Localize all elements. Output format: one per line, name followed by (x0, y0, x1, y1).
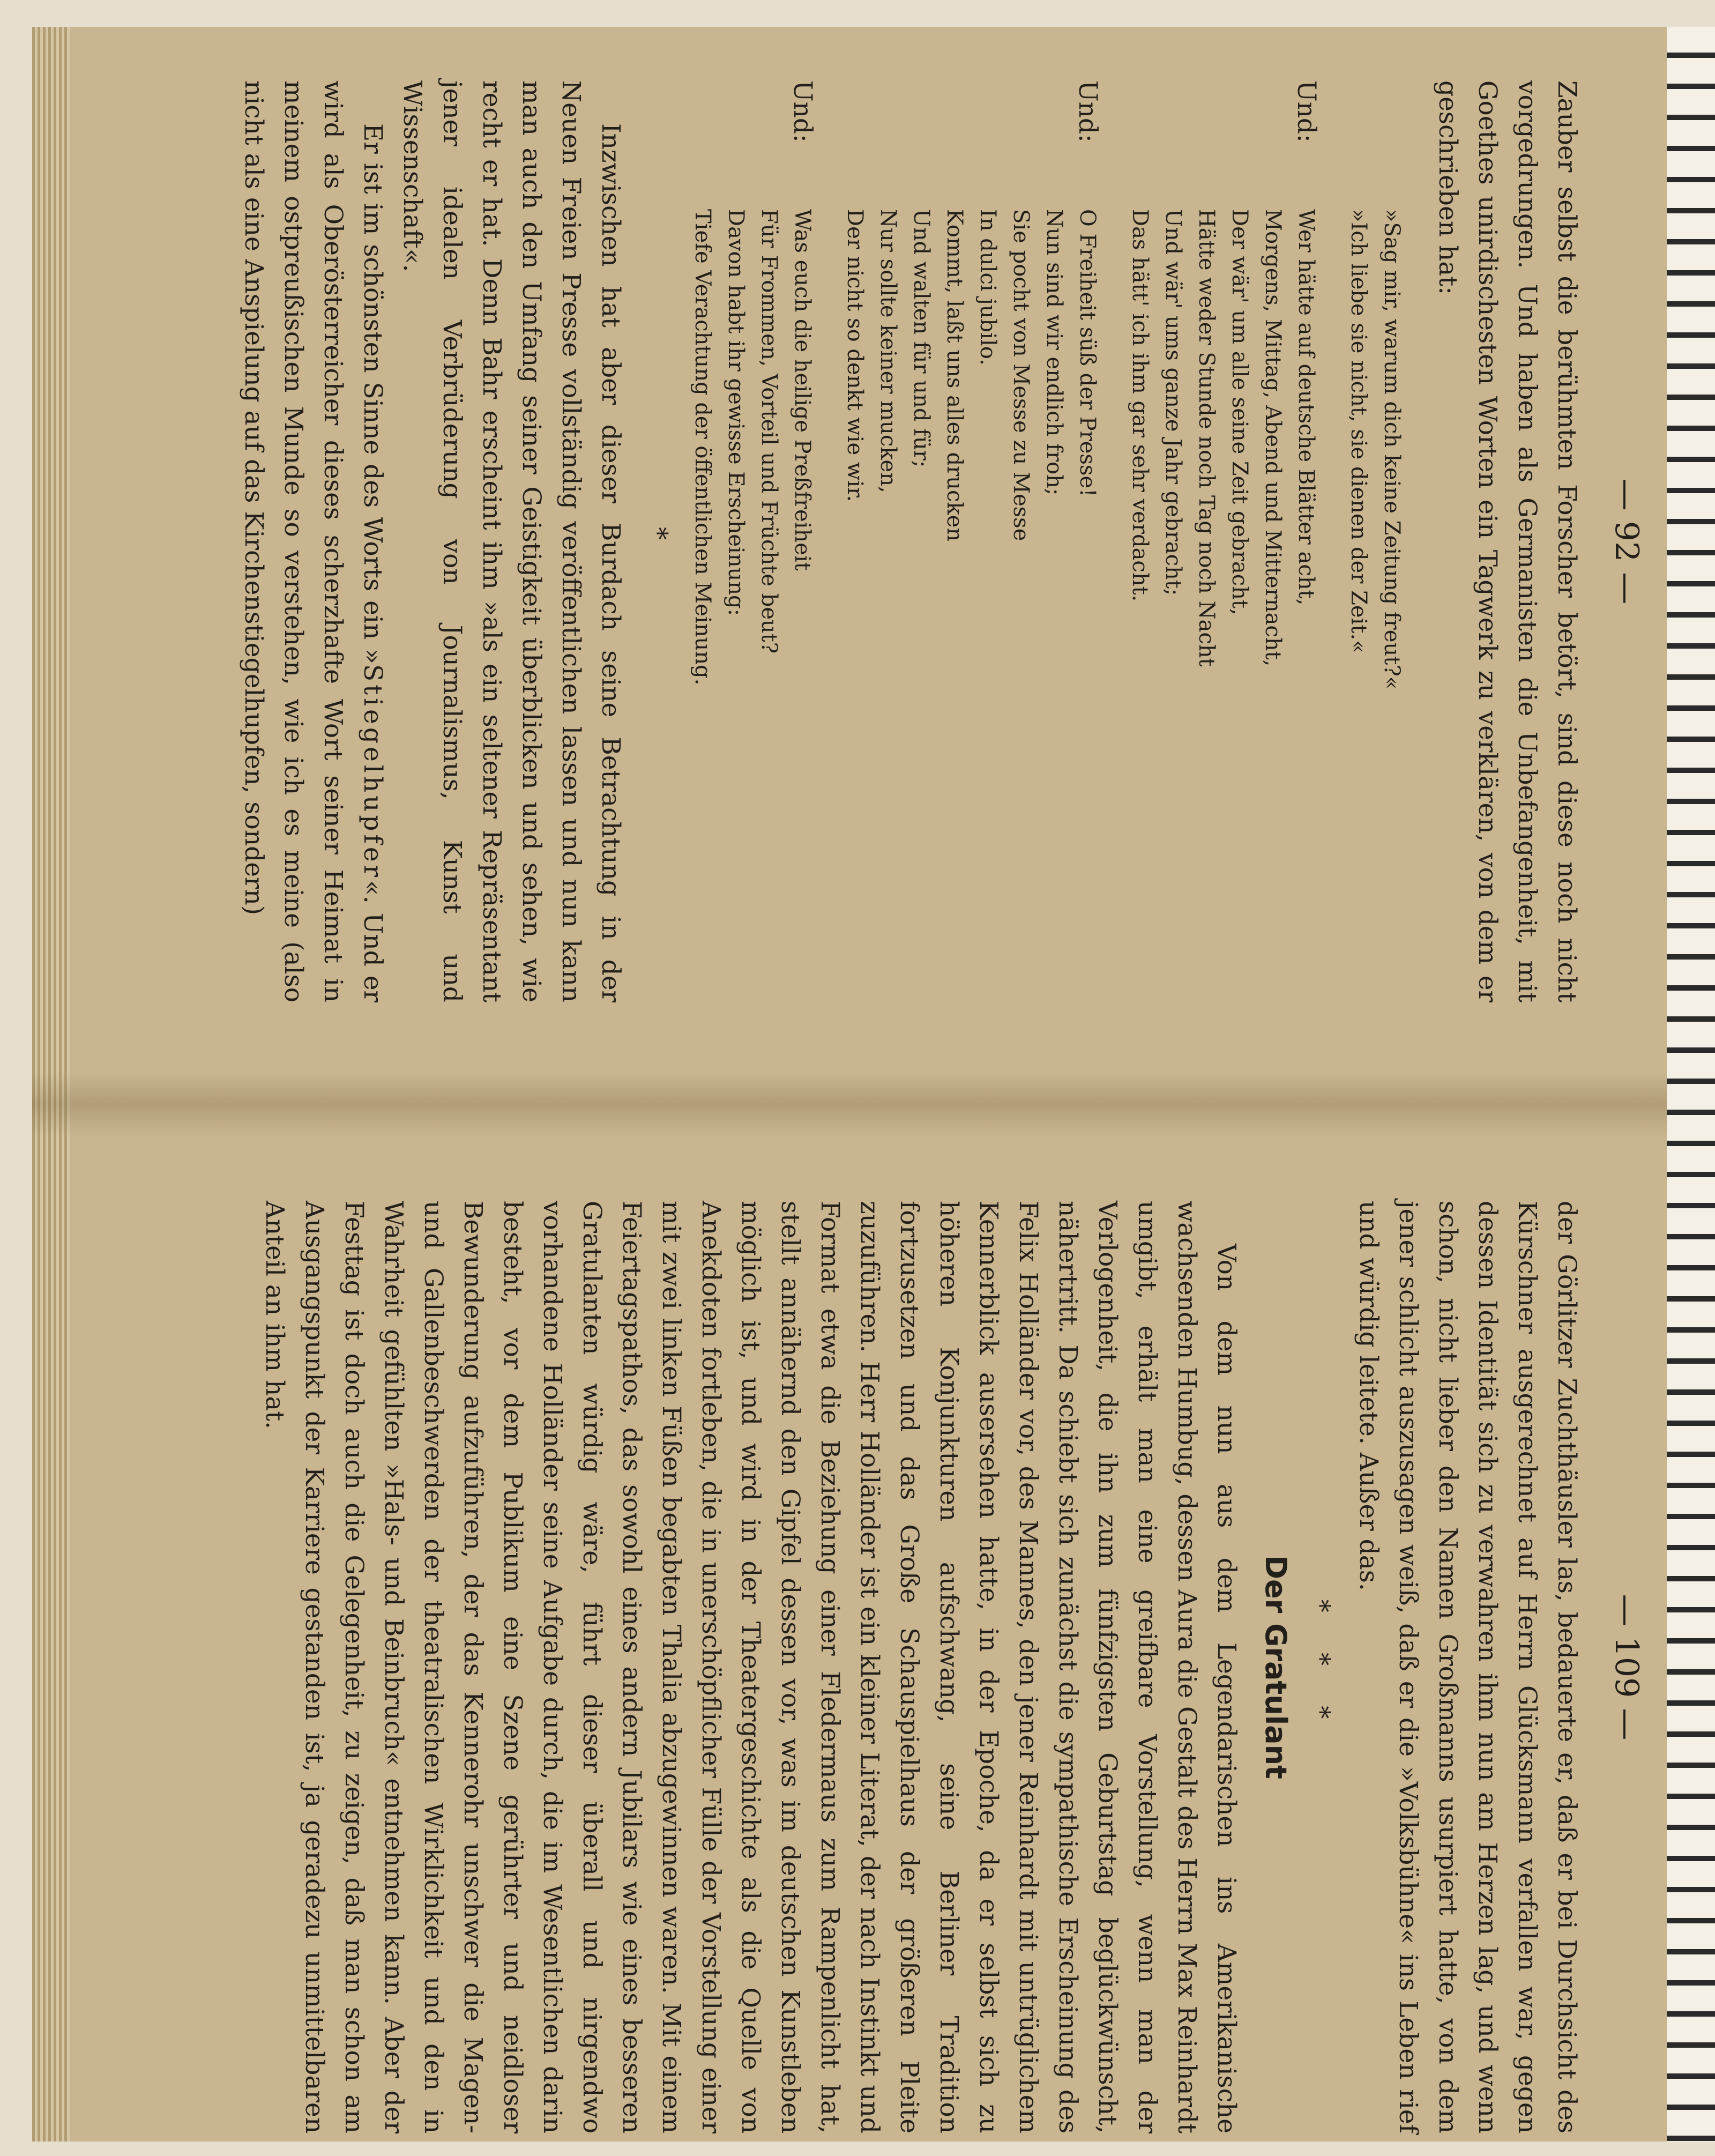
verse-line: Wer hätte auf deutsche Blätter acht, (1294, 209, 1318, 606)
verse-label: Und: (1073, 80, 1102, 143)
verse-line: Was euch die heilige Preßfreiheit (790, 209, 815, 571)
verse-line: »Ich liebe sie nicht, sie dienen der Zeit.« (1346, 209, 1371, 653)
verse-line: Nur sollte keiner mucken, (876, 209, 900, 493)
scale-ruler (1667, 27, 1715, 2142)
verse-line: Das hätt' ich ihm gar sehr verdacht. (1128, 209, 1152, 602)
verse-block-3 (686, 80, 819, 1002)
verse-line: Der nicht so denkt wie wir. (842, 209, 867, 502)
closing-text-start: Er ist im schönsten Sinne des Worts ein » (358, 123, 387, 664)
page-92 (239, 80, 1645, 1002)
verse-line: Für Frommen, Vorteil und Früchte beut? (757, 209, 781, 654)
verse-line: O Freiheit süß der Presse! (1075, 209, 1100, 497)
page-number: — 92 — (1608, 478, 1645, 605)
closing-paragraph (234, 80, 392, 1002)
verse-line: Hätte weder Stunde noch Tag noch Nacht (1194, 209, 1219, 667)
verse-line: Der wär' um alle seine Zeit gebracht, (1227, 209, 1252, 615)
verse-lines (838, 182, 1104, 1002)
verse-line: Und walten für und für; (909, 209, 934, 468)
emphasized-word: Stiegelhupfer (358, 664, 387, 881)
verse-label: Und: (788, 80, 817, 143)
continuation-paragraph: der Görlitzer Zuchthäusler las, bedauerte er, daß er bei Durchsicht des Kürschner ausgerechnet auf Herrn Glücksmann verfallen war, gegen dessen Identität sich zu verwahren ihm nun am Herzen lag, und wenn schon, nicht lieber den Namen Großmanns usurpiert hatte, von dem jener schlicht auszusagen weiß, daß er die »Volksbühne« ins Leben rief und würdig leitete. Außer das. (1354, 1201, 1582, 2133)
section-separator: * * * (1306, 1599, 1336, 1735)
verse-line: Davon habt ihr gewisse Erscheinung: (724, 209, 748, 616)
verse-line: »Sag mir, warum dich keine Zeitung freut?« (1380, 209, 1404, 690)
verse-line: Tiefe Verachtung der öffentlichen Meinung. (690, 209, 715, 686)
verse-line: In dulci jubilo. (975, 209, 1000, 366)
verse-block-2 (838, 80, 1104, 1002)
intro-paragraph: Zauber selbst die berühmten Forscher betört, sind diese noch nicht vorgedrungen. Und haben als Germanisten die Unbefangenheit, mit Goethes unirdischesten Worten ein Tagwerk zu verklären, von dem er geschrieben hat: (1433, 80, 1582, 1002)
verse-block-1 (1123, 80, 1323, 1002)
verse-lines (686, 182, 819, 1002)
verse-label: Und: (1292, 80, 1321, 143)
verse-line: Und wär' ums ganze Jahr gebracht; (1161, 209, 1185, 596)
section-heading: Der Gratulant (1259, 1555, 1293, 1779)
verse-line: Sie pocht von Messe zu Messe (1009, 209, 1033, 541)
verse-line: Kommt, laßt uns alles drucken (942, 209, 967, 542)
page-number: — 109 — (1608, 1594, 1645, 1741)
section-separator: * (643, 527, 673, 556)
verse-line: Morgens, Mittag, Abend und Mitternacht, (1261, 209, 1285, 667)
verse-lines (1123, 182, 1323, 1002)
verse-line: Nun sind wir endlich froh; (1042, 209, 1067, 496)
quote-lines (1342, 182, 1408, 1002)
goethe-quote (1342, 80, 1408, 1002)
body-paragraph: Inzwischen hat aber dieser Burdach seine Betrachtung in der Neuen Freien Presse vollständig veröffentlichen lassen und nun kann man auch den Umfang seiner Geistigkeit überblicken und sehen, wie recht er hat. Denn Bahr erscheint ihm »als ein seltener Repräsentant jener idealen Verbrüderung von Journalismus, Kunst und Wissenschaft«. (398, 80, 625, 1002)
body-paragraph: Von dem nun aus dem Legendarischen ins Amerikanische wachsenden Humbug, dessen Aura die Gestalt des Herrn Max Reinhardt umgibt, erhält man eine greifbare Vorstellung, wenn man der Verlogenheit, die ihn zum fünfzigsten Geburtstag beglückwünscht, nähertritt. Da schiebt sich zunächst die sympathische Erscheinung des Felix Holländer vor, des Mannes, den jener Reinhardt mit untrüglichem Kennerblick ausersehen hatte, in der Epoche, da er selbst sich zu höheren Konjunkturen aufschwang, seine Berliner Tradition fortzusetzen und das Große Schauspielhaus der größeren Pleite zuzuführen. Herr Holländer ist ein kleiner Literat, der nach Instinkt und Format etwa die Beziehung einer Fledermaus zum Rampenlicht hat, stellt annähernd den Gipfel dessen vor, was im deutschen Kunstleben möglich ist, und wird in der Theatergeschichte als die Quelle von Anekdoten fortleben, die in unerschöpflicher Fülle der Vorstellung einer mit zwei linken Füßen begabten Thalia abzugewinnen waren. Mit einem Feiertagspathos, das sowohl eines andern Jubilars wie eines besseren Gratulanten würdig wäre, führt dieser überall und nirgendwo vorhandene Holländer seine Aufgabe durch, die im Wesentlichen darin besteht, vor dem Publikum eine Szene gerührter und neidloser Bewunderung aufzuführen, der das Kennerohr unschwer die Magen- und Gallenbeschwerden der theatralischen Wirklichkeit und den in Wahrheit gefühlten »Hals- und Beinbruch« entnehmen kann. Aber der Festtag ist doch auch die Gelegenheit, zu zeigen, daß man schon am Ausgangspunkt der Karriere gestanden ist, ja geradezu unmittelbaren Anteil an ihm hat. (260, 1201, 1241, 2133)
verse-label (1342, 80, 1408, 182)
page-109 (260, 1201, 1645, 2133)
closing-text-end: «. Und er wird als Oberösterreicher dieses scherzhafte Wort seiner Heimat in meinem ostpreußischen Munde so verstehen, wie ich es meine (also nicht als eine Anspielung auf das Kirchenstiegelhupfen, sondern) (239, 80, 387, 1002)
book-gutter (32, 1072, 1680, 1136)
